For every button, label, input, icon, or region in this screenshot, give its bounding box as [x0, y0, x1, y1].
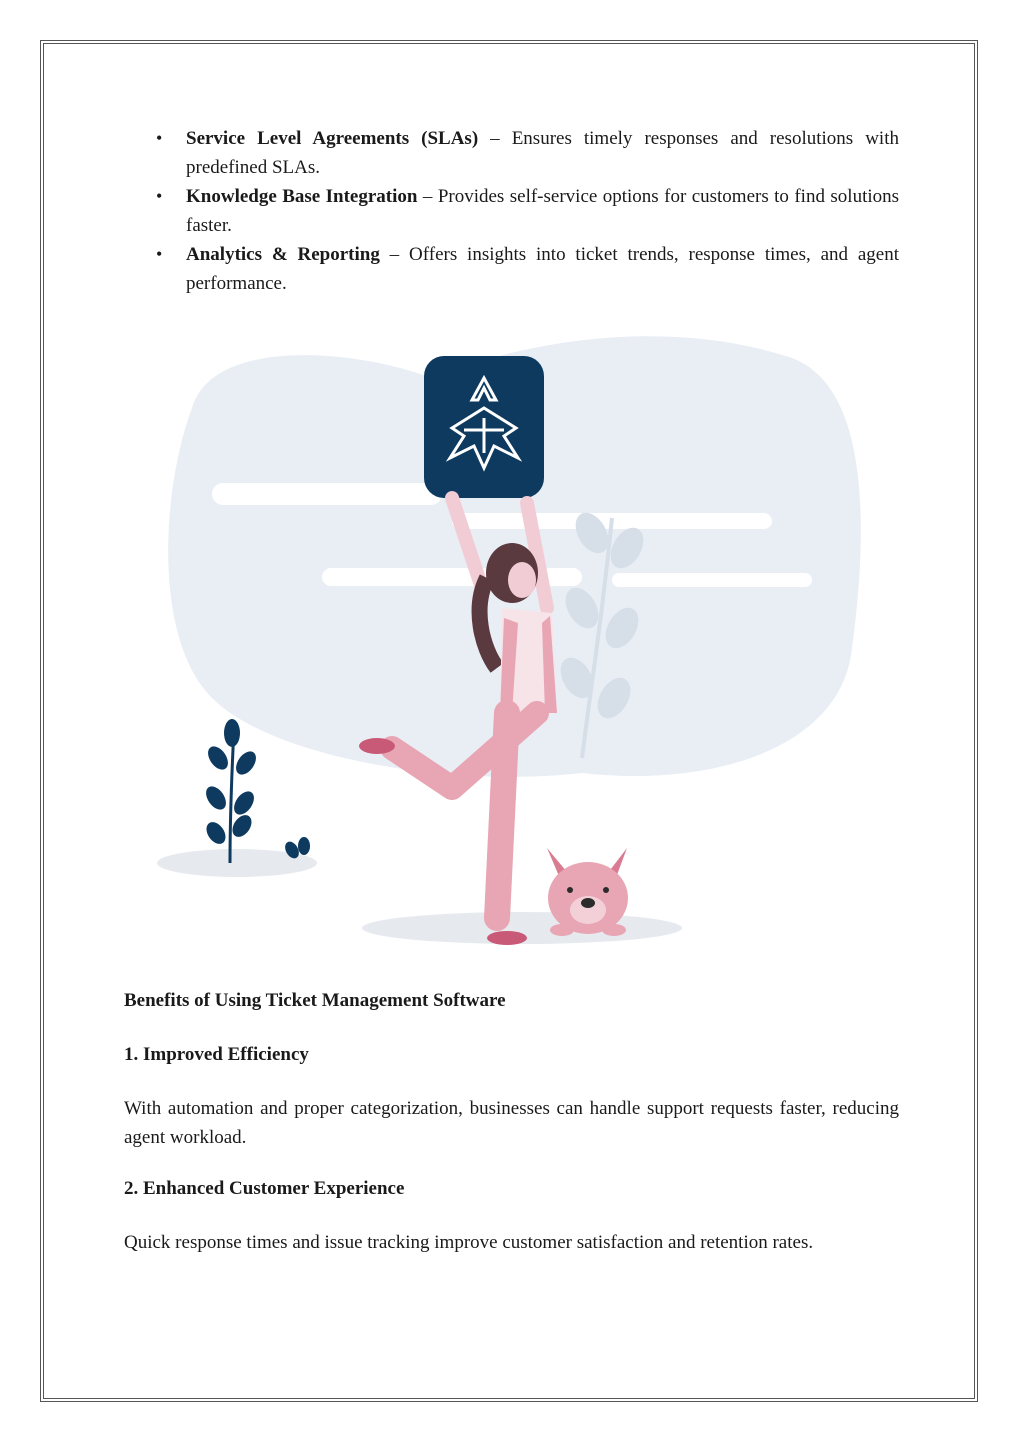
- benefits-heading: Benefits of Using Ticket Management Software: [124, 990, 506, 1011]
- list-item: [124, 240, 899, 298]
- section-paragraph: With automation and proper categorization, businesses can handle support requests faster, reducing agent workload.: [124, 1098, 899, 1148]
- section-heading: 1. Improved Efficiency: [124, 1044, 309, 1065]
- bullet: •: [156, 244, 163, 264]
- figure-shoe: [487, 931, 527, 945]
- section-paragraph: Quick response times and issue tracking improve customer satisfaction and retention rates.: [124, 1232, 814, 1253]
- section-heading: 2. Enhanced Customer Experience: [124, 1178, 405, 1199]
- feature-title: Analytics & Reporting: [186, 244, 380, 265]
- list-item: [124, 124, 899, 182]
- feature-list: [124, 124, 899, 298]
- feature-text: Offers insights into ticket trends, response times, and agent performance.: [186, 244, 899, 294]
- dog: [547, 848, 628, 936]
- celebration-illustration: [152, 318, 872, 958]
- dash: –: [417, 186, 438, 207]
- feature-list-container: [124, 124, 899, 298]
- feature-text: Ensures timely responses and resolutions with predefined SLAs.: [186, 128, 899, 178]
- figure-shoe: [359, 738, 395, 754]
- cloud-streak: [212, 483, 442, 505]
- feature-title: Service Level Agreements (SLAs): [186, 128, 479, 149]
- feature-text: Provides self-service options for customers to find solutions faster.: [186, 186, 900, 236]
- figure-face: [508, 562, 536, 598]
- dash: –: [478, 128, 512, 149]
- bullet: •: [156, 186, 163, 206]
- cloud-streak: [612, 573, 812, 587]
- bullet: •: [156, 128, 163, 148]
- list-item: [124, 182, 899, 240]
- dash: –: [379, 244, 410, 265]
- feature-title: Knowledge Base Integration: [186, 186, 418, 207]
